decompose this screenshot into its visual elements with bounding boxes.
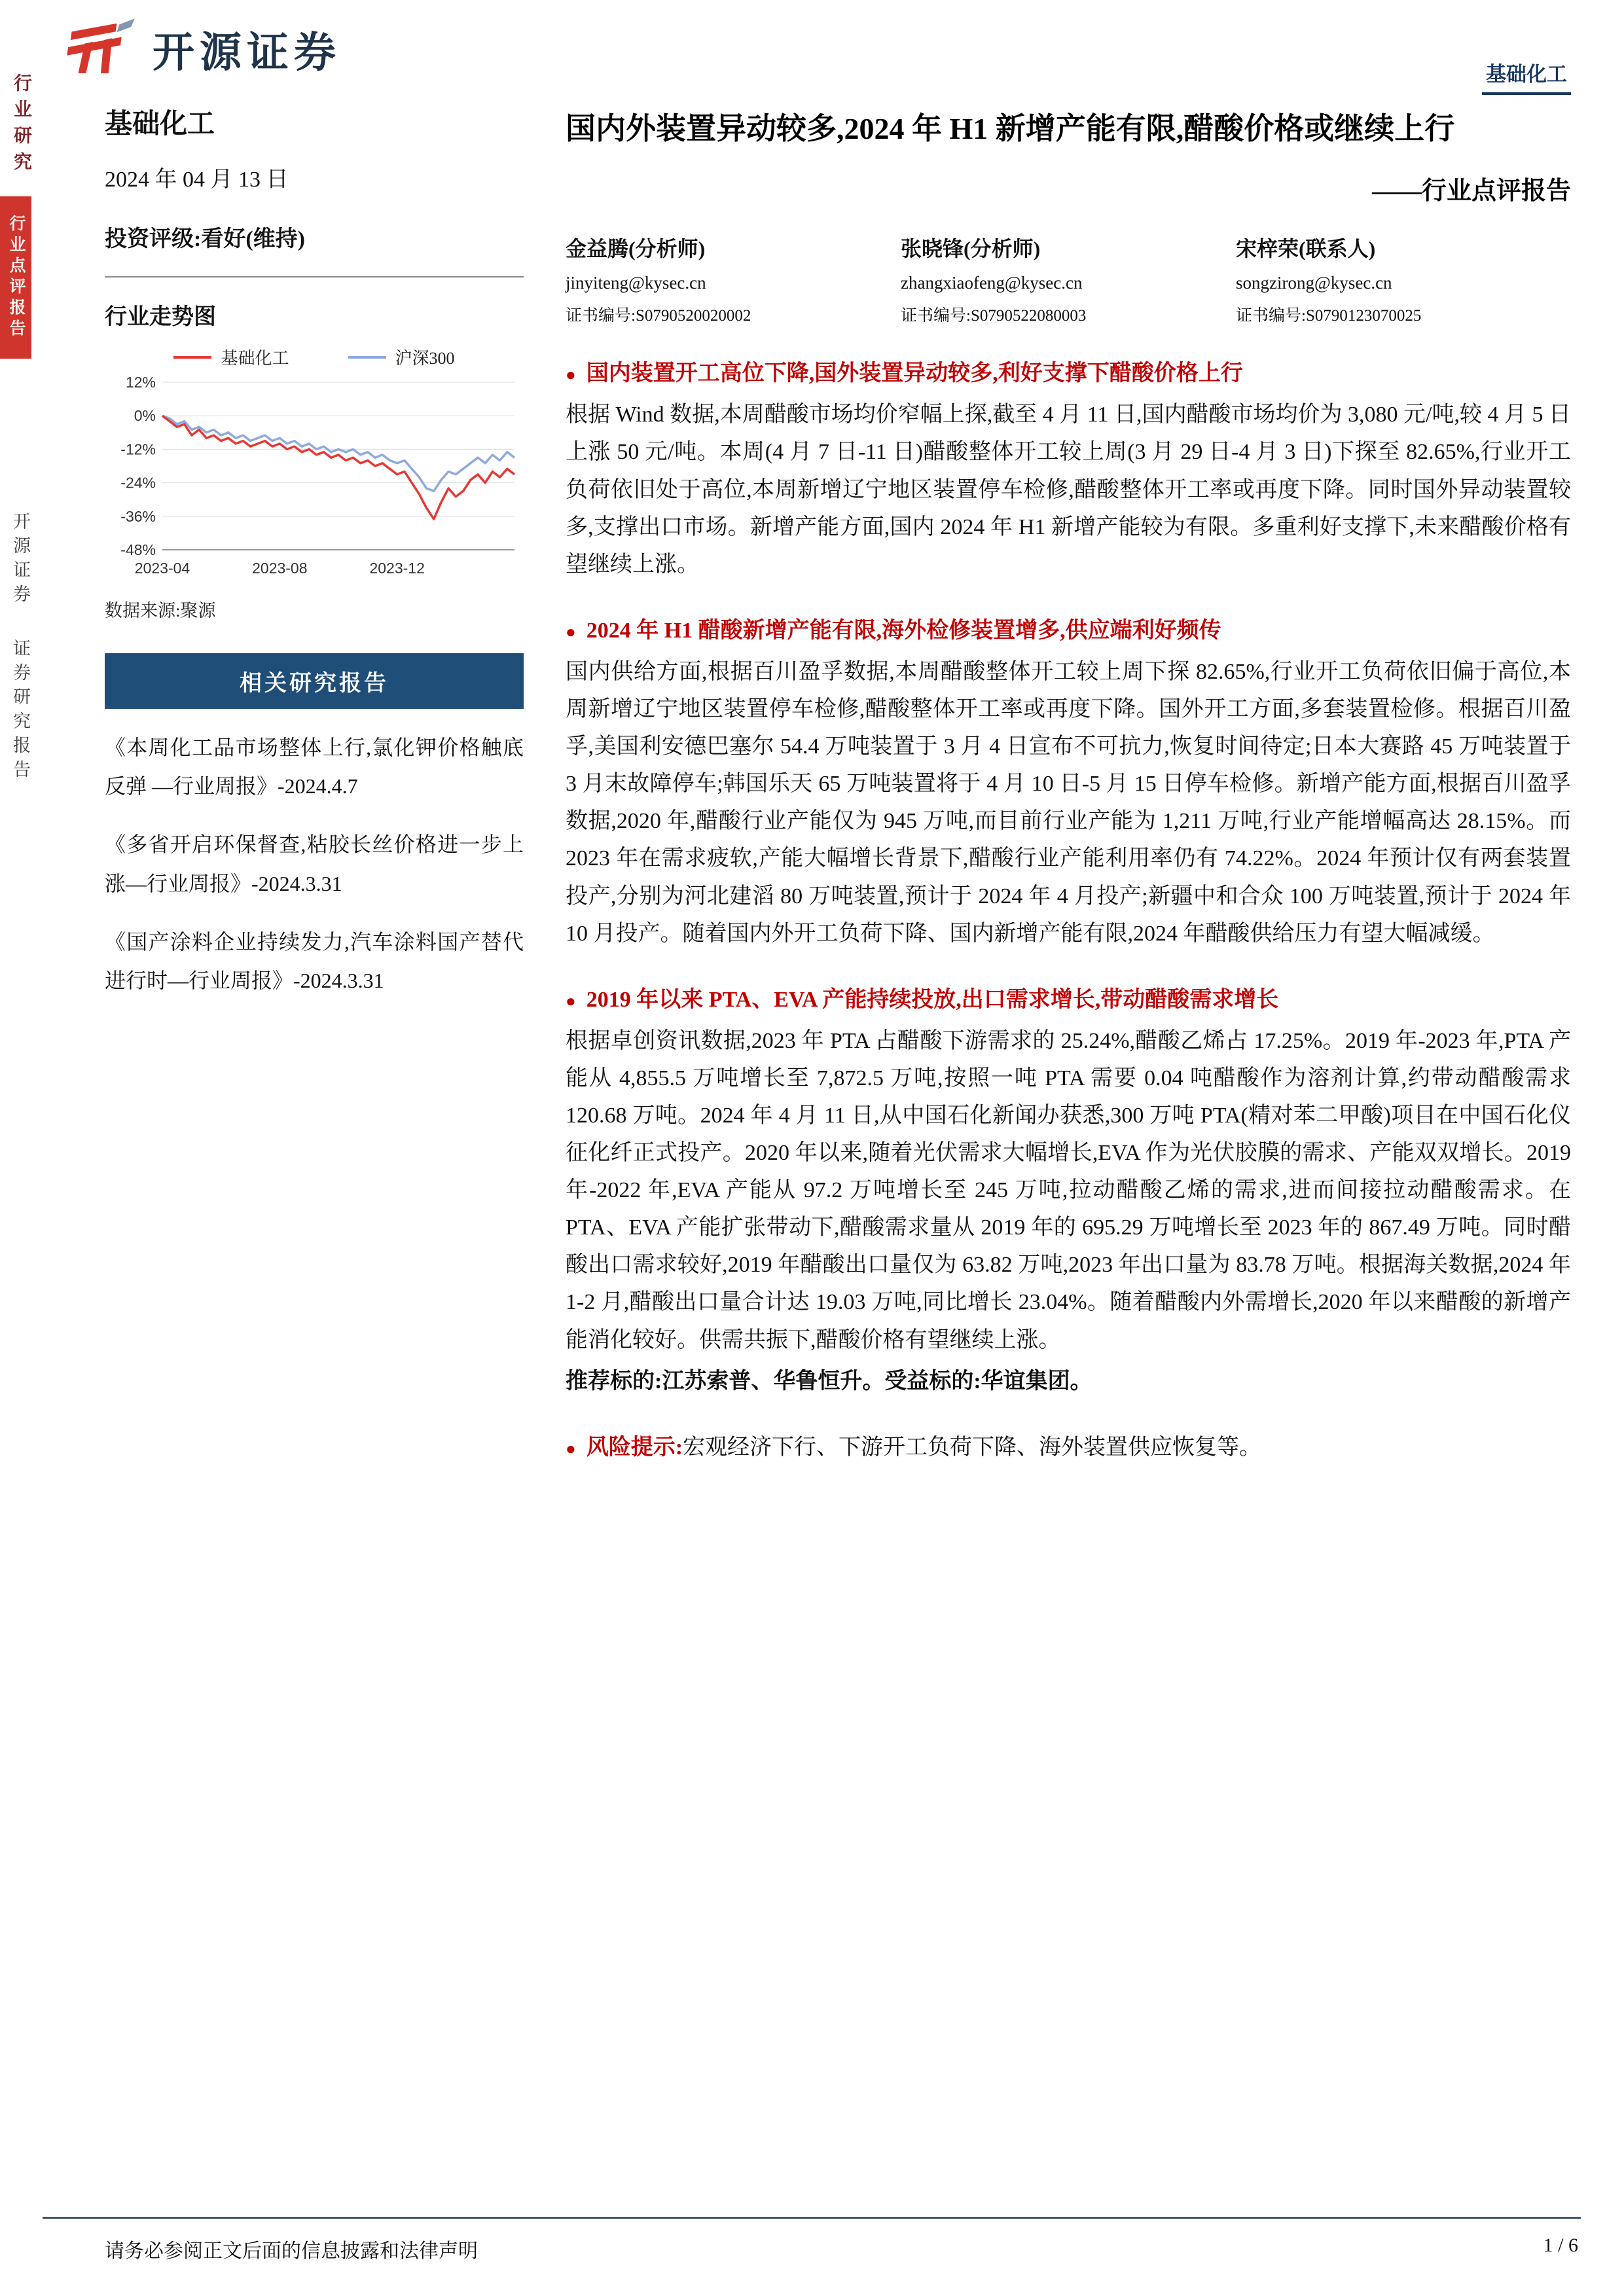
analyst-email: jinyiteng@kysec.cn <box>566 273 706 293</box>
report-subtitle: ——行业点评报告 <box>1371 177 1571 206</box>
recommendation-line: 推荐标的:江苏索普、华鲁恒升。受益标的:华谊集团。 <box>566 1369 1092 1393</box>
report-date: 2024 年 04 月 13 日 <box>105 168 289 192</box>
investment-rating: 投资评级:看好(维持) <box>105 221 524 278</box>
industry-title: 基础化工 <box>105 109 215 139</box>
legend-label-industry: 基础化工 <box>221 349 289 368</box>
bullet-icon: ● <box>566 1439 576 1458</box>
analyst-card <box>1236 232 1571 326</box>
report-body <box>566 98 1571 1466</box>
svg-text:12%: 12% <box>125 374 156 391</box>
svg-text:2023-04: 2023-04 <box>134 560 190 577</box>
bullet-icon: ● <box>566 991 576 1011</box>
section-heading-text: 2019 年以来 PTA、EVA 产能持续投放,出口需求增长,带动醋酸需求增长 <box>586 987 1279 1012</box>
bullet-icon: ● <box>566 365 576 385</box>
risk-warning <box>566 1429 1571 1466</box>
related-report-item: 《本周化工品市场整体上行,氯化钾价格触底反弹 —行业周报》-2024.4.7 <box>105 736 524 798</box>
svg-text:-24%: -24% <box>120 474 156 492</box>
brand-name: 开源证券 <box>153 29 341 76</box>
section-demand <box>566 981 1571 1400</box>
info-panel <box>105 98 524 1466</box>
section-heading <box>566 612 1571 644</box>
sidebar-brand-label <box>8 512 33 784</box>
analyst-cert: 证书编号:S0790522080003 <box>901 307 1087 325</box>
section-supply <box>566 612 1571 952</box>
related-report-item: 《多省开启环保督查,粘胶长丝价格进一步上涨—行业周报》-2024.3.31 <box>105 833 524 895</box>
section-body: 根据卓创资讯数据,2023 年 PTA 占醋酸下游需求的 25.24%,醋酸乙烯占 17.25%。2019 年-2023 年,PTA 产能从 4,855.5 万吨增长至 7,872.5 万吨,按照一吨 PTA 需要 0.04 吨醋酸作为溶剂计算,约带动醋酸需求 120.68 万吨。2024 年 4 月 11 日,从中国石化新闻办获悉,300 万吨 PTA(精对苯二甲酸)项目在中国石化仪征化纤正式投产。2020 年以来,随着光伏需求大幅增长,EVA 作为光伏胶膜的需求、产能双双增长。2019 年-2022 年,EVA 产能从 97.2 万吨增长至 245 万吨,拉动醋酸乙烯的需求,进而间接拉动醋酸需求。在 PTA、EVA 产能扩张带动下,醋酸需求量从 2019 年的 695.29 万吨增长至 2023 年的 867.49 万吨。同时醋酸出口需求较好,2019 年醋酸出口量仅为 63.82 万吨,2023 年出口量为 83.78 万吨。根据海关数据,2024 年 1-2 月,醋酸出口量合计达 19.03 万吨,同比增长 23.04%。随着醋酸内外需增长,2020 年以来醋酸的新增产能消化较好。供需共振下,醋酸价格有望继续上涨。 <box>566 1028 1571 1352</box>
sidebar-industry-research-label: 行业研究 <box>11 73 31 178</box>
related-report-item: 《国产涂料企业持续发力,汽车涂料国产替代进行时—行业周报》-2024.3.31 <box>105 929 524 992</box>
industry-tag: 基础化工 <box>1482 58 1571 95</box>
analyst-name: 金益腾(分析师) <box>566 237 706 261</box>
section-heading-text: 国内装置开工高位下降,国外装置异动较多,利好支撑下醋酸价格上行 <box>586 361 1243 386</box>
svg-text:-12%: -12% <box>120 440 156 458</box>
legend-line-red <box>173 356 211 359</box>
section-body: 根据 Wind 数据,本周醋酸市场均价窄幅上探,截至 4 月 11 日,国内醋酸市场均价为 3,080 元/吨,较 4 月 5 日上涨 50 元/吨。本周(4 月 7 日-11 日)醋酸整体开工较上周(3 月 29 日-4 月 3 日)下探至 82.65%,行业开工负荷依旧处于高位,本周新增辽宁地区装置停车检修,醋酸整体开工率或再度下降。同时国外异动装置较多,支撑出口市场。新增产能方面,国内 2024 年 H1 新增产能较为有限。多重利好支撑下,未来醋酸价格有望继续上涨。 <box>566 403 1571 577</box>
sidebar-brand-name: 开源证券 <box>10 512 30 609</box>
analyst-cert: 证书编号:S0790123070025 <box>1236 307 1422 325</box>
analysts-row <box>566 232 1571 326</box>
section-heading <box>566 355 1571 387</box>
legend-label-index: 沪深300 <box>395 349 455 368</box>
analyst-name: 张晓锋(分析师) <box>901 237 1041 261</box>
related-reports-header: 相关研究报告 <box>105 653 524 709</box>
risk-text: 宏观经济下行、下游开工负荷下降、海外装置供应恢复等。 <box>683 1435 1262 1460</box>
sidebar-research-report-label: 证券研究报告 <box>10 639 30 784</box>
data-source: 数据来源:聚源 <box>105 601 216 620</box>
analyst-email: songzirong@kysec.cn <box>1236 273 1392 293</box>
report-title: 国内外装置异动较多,2024 年 H1 新增产能有限,醋酸价格或继续上行 <box>566 112 1455 145</box>
analyst-card <box>566 232 901 326</box>
footer-disclaimer: 请务必参阅正文后面的信息披露和法律声明 <box>105 2240 478 2262</box>
section-heading-text: 2024 年 H1 醋酸新增产能有限,海外检修装置增多,供应端利好频传 <box>586 618 1221 643</box>
svg-text:-48%: -48% <box>120 541 156 558</box>
page-number: 1 / 6 <box>1543 2234 1578 2256</box>
analyst-email: zhangxiaofeng@kysec.cn <box>901 273 1083 293</box>
svg-text:-36%: -36% <box>120 507 156 525</box>
chart-legend <box>105 345 524 369</box>
legend-item-index <box>348 345 455 369</box>
sidebar-report-type-band: 行业点评报告 <box>0 196 31 359</box>
section-domestic-operation <box>566 355 1571 583</box>
analyst-card <box>901 232 1236 326</box>
page-footer <box>43 2217 1581 2263</box>
industry-trend-chart <box>105 373 524 587</box>
risk-label: 风险提示: <box>586 1435 683 1460</box>
analyst-name: 宋梓荣(联系人) <box>1236 237 1376 261</box>
legend-line-blue <box>348 356 386 359</box>
content <box>105 98 1571 1466</box>
svg-text:0%: 0% <box>134 407 156 425</box>
legend-item-industry <box>173 345 289 369</box>
page-header <box>62 17 1571 96</box>
svg-text:2023-08: 2023-08 <box>252 560 308 577</box>
svg-text:2023-12: 2023-12 <box>369 560 425 577</box>
bullet-icon: ● <box>566 622 576 641</box>
section-heading <box>566 981 1571 1013</box>
analyst-cert: 证书编号:S0790520020002 <box>566 307 751 325</box>
brand <box>62 17 1571 81</box>
section-body: 国内供给方面,根据百川盈孚数据,本周醋酸整体开工较上周下探 82.65%,行业开工负荷依旧偏于高位,本周新增辽宁地区装置停车检修,醋酸整体开工率或再度下降。国外开工方面,多套装置检修。根据百川盈孚,美国利安德巴塞尔 54.4 万吨装置于 3 月 4 日宣布不可抗力,恢复时间待定;日本大赛路 45 万吨装置于 3 月末故障停车;韩国乐天 65 万吨装置将于 4 月 10 日-5 月 15 日停车检修。新增产能方面,根据百川盈孚数据,2020 年,醋酸行业产能仅为 945 万吨,而目前行业产能为 1,211 万吨,行业产能增幅高达 28.15%。而 2023 年在需求疲软,产能大幅增长背景下,醋酸行业产能利用率仍有 74.22%。2024 年预计仅有两套装置投产,分别为河北建滔 80 万吨装置,预计于 2024 年 4 月投产;新疆中和合众 100 万吨装置,预计于 2024 年 10 月投产。随着国内外开工负荷下降、国内新增产能有限,2024 年醋酸供给压力有望大幅减缓。 <box>566 659 1571 946</box>
trend-chart-title: 行业走势图 <box>105 305 216 329</box>
kaiyuan-logo-icon <box>62 17 139 81</box>
